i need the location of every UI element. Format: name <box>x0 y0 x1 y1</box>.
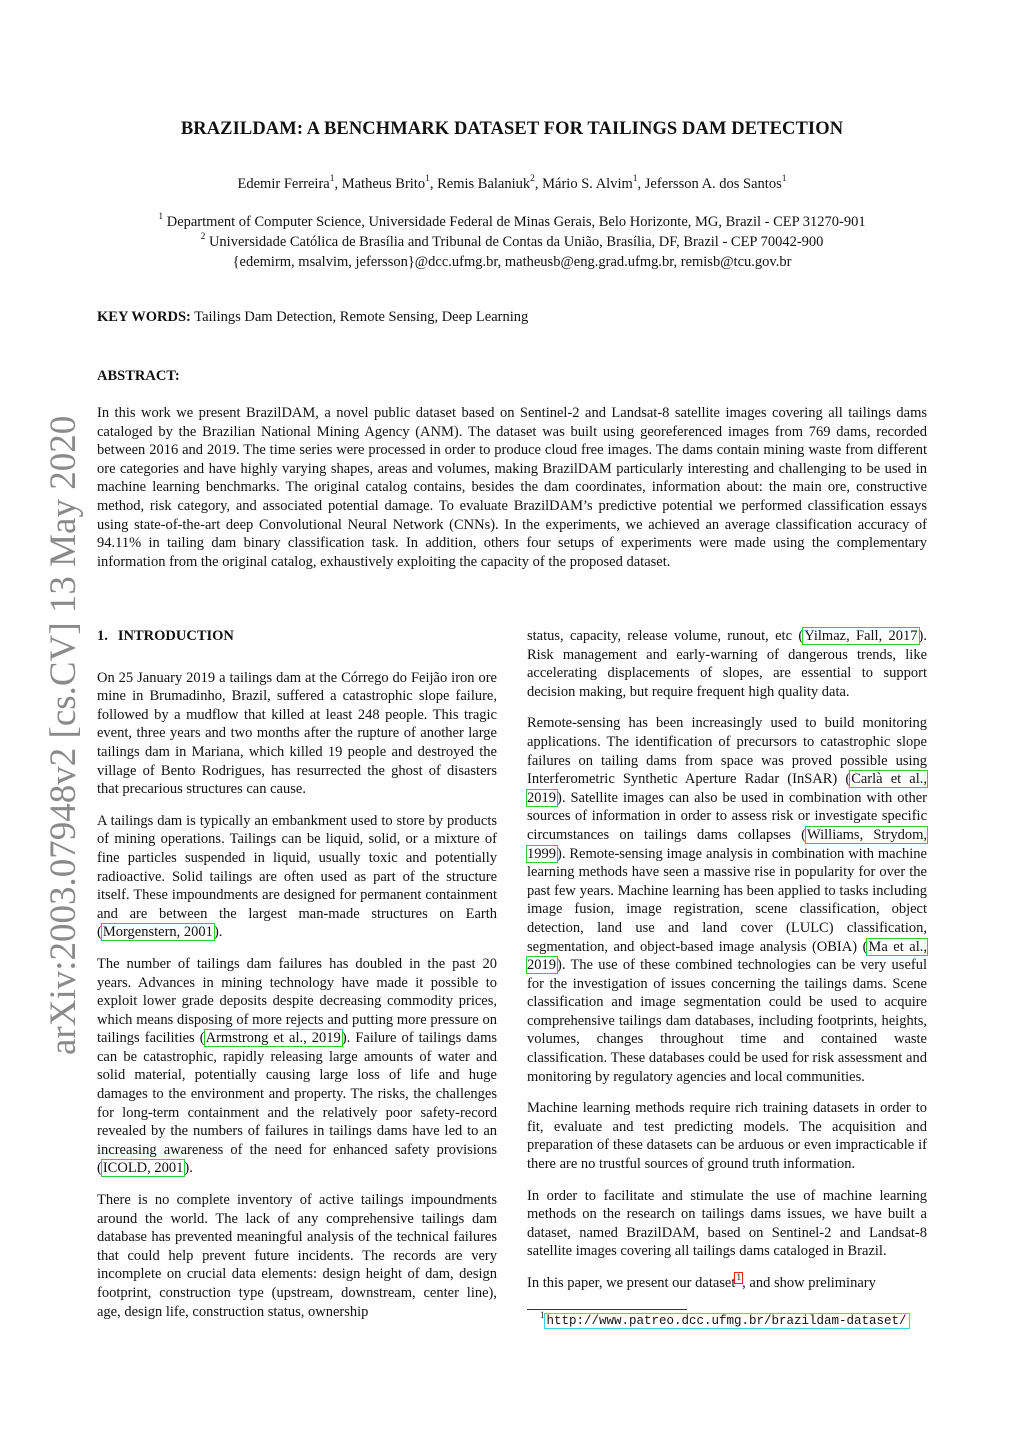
right-paragraph-1: status, capacity, release volume, runout, etc (Yilmaz, Fall, 2017). Risk management and early-warning of dangerous trends, like accelerating displacements of slopes, are essential to support decision making, but require frequent high quality data. <box>527 628 927 700</box>
keywords <box>97 309 528 326</box>
affiliation-1-text: Department of Computer Science, Universidade Federal de Minas Gerais, Belo Horizonte, MG, Brazil - CEP 31270-901 <box>166 214 866 230</box>
left-column <box>97 627 497 1334</box>
footnote-mark: 1 <box>540 1309 545 1320</box>
citation-link[interactable]: ICOLD, 2001 <box>102 1160 184 1177</box>
right-paragraph-4: In order to facilitate and stimulate the use of machine learning methods on the research on tailings dams issues, we have built a dataset, named BrazilDAM, based on Sentinel-2 and Landsat-8 satellite images covering all tailings dams cataloged in Brazil. <box>527 1187 927 1260</box>
paper-title: BRAZILDAM: A BENCHMARK DATASET FOR TAILINGS DAM DETECTION <box>180 119 844 139</box>
author-emails: {edemirm, msalvim, jefersson}@dcc.ufmg.br, matheusb@eng.grad.ufmg.br, remisb@tcu.gov.br <box>232 254 792 270</box>
left-paragraph-2: A tailings dam is typically an embankment used to store by products of mining operations. Tailings can be liquid, solid, or a mixture of fine particles suspended in liquid, usually toxic and potentially radioactive. Solid tailings are often used as part of the structure itself. These impoundments are designed for permanent containment and are between the largest man-made structures on Earth (Morgenstern, 2001). <box>97 812 497 941</box>
section-title: INTRODUCTION <box>117 628 234 644</box>
author-affiliation-mark: 1 <box>425 174 430 185</box>
citation-link[interactable]: Morgenstern, 2001 <box>102 924 213 941</box>
author-name: Remis Balaniuk <box>437 176 531 192</box>
keywords-label: KEY WORDS: <box>97 309 191 325</box>
right-column <box>527 627 927 1306</box>
right-paragraph-2: Remote-sensing has been increasingly used to build monitoring applications. The identification of precursors to catastrophic slope failures on tailing dams from space was proved possible using Interferometric Synthetic Aperture Radar (InSAR) (Carlà et al., 2019). Satellite images can also be used in combination with other sources of information in order to assess risk or investigate specific circumstances on tailings dams collapses (Williams, Strydom, 1999). Remote-sensing image analysis in combination with machine learning methods have seen a massive rise in popularity for over the past few years. Machine learning has been applied to tasks including image fusion, image registration, scene classification, object detection, land use and land cover (LULC) classification, segmentation, and object-based image analysis (OBIA) (Ma et al., 2019). The use of these combined technologies can be very useful for the investigation of issues concerning the tailings dams. Scene classification and image segmentation could be used to acquire comprehensive tailings dam databases, including footprints, heights, volumes, changes throughout time and contained waste classification. These databases could be used for risk assessment and monitoring by regulatory agencies and local communities. <box>527 715 927 1085</box>
author-name: Mário S. Alvim <box>542 176 633 192</box>
citation-link[interactable]: Yilmaz, Fall, 2017 <box>804 628 918 644</box>
affiliation-1 <box>0 214 1024 231</box>
author-name: Matheus Brito <box>341 176 426 192</box>
left-column-body <box>97 669 497 1322</box>
author-affiliation-mark: 1 <box>329 174 335 185</box>
footnote <box>540 1309 909 1328</box>
affiliation-2-mark: 2 <box>200 232 206 243</box>
author-list: Edemir Ferreira$^1$, Matheus Brito$^1$, Remis Balaniuk$^2$, Mário S. Alvim$^1$, Jefersson A. dos Santos$^1$ <box>237 174 787 192</box>
citation-link[interactable]: Armstrong et al., 2019 <box>205 1030 341 1047</box>
author-name: Edemir Ferreira <box>237 176 330 192</box>
keywords-text: Tailings Dam Detection, Remote Sensing, Deep Learning <box>194 309 529 325</box>
footnote-rule <box>527 1309 687 1310</box>
right-paragraph-3: Machine learning methods require rich training datasets in order to fit, evaluate and test predicting models. The acquisition and preparation of these datasets can be arduous or even impracticable if there are no trustful sources of ground truth information. <box>527 1100 927 1173</box>
author-affiliation-mark: 2 <box>530 174 535 185</box>
left-paragraph-4: There is no complete inventory of active tailings impoundments around the world. The lack of any comprehensive tailings dam database has prevented meaningful analysis of the technical failures that could help prevent future incidents. The records are very incomplete on crucial data elements: design height of dam, design footprint, construction type (upstream, downstream, center line), age, design life, construction status, ownership <box>97 1192 497 1320</box>
author-affiliation-mark: 1 <box>632 174 638 185</box>
author-affiliation-mark: 1 <box>781 174 787 185</box>
left-paragraph-1: On 25 January 2019 a tailings dam at the Córrego do Feijão iron ore mine in Brumadinho, Brazil, suffered a catastrophic slope failure, followed by a mudflow that killed at least 248 people. This tragic event, three years and two months after the rupture of another large tailings dam in Mariana, which killed 19 people and destroyed the village of Bento Rodrigues, has resurrected the ghost of disasters that precarious structures can cause. <box>97 669 497 798</box>
section-heading <box>97 627 497 646</box>
author-name: Jefersson A. dos Santos <box>644 176 782 192</box>
right-paragraph-5: In this paper, we present our dataset$^1$, and show preliminary <box>527 1273 876 1291</box>
citation-link[interactable]: Williams, Strydom, 1999 <box>527 826 927 862</box>
right-column-body <box>527 627 927 1293</box>
left-paragraph-3: The number of tailings dam failures has doubled in the past 20 years. Advances in mining technology have made it possible to exploit lower grade deposits despite decreasing commodity prices, which means disposing of more rejects and putting more pressure on tailings facilities (Armstrong et al., 2019). Failure of tailings dams can be catastrophic, rapidly releasing large amounts of water and solid material, potentially causing large loss of life and huge damages to the environment and property. The risks, the challenges for long-term containment and the relatively poor safety-record revealed by the numbers of failures in tailings dams have led to an increasing awareness of the need for enhanced safety provisions (ICOLD, 2001). <box>97 955 497 1177</box>
arxiv-stamp: arXiv:2003.07948v2 [cs.CV] 13 May 2020 <box>43 415 84 1055</box>
affiliation-2-text: Universidade Católica de Brasília and Tribunal de Contas da União, Brasília, DF, Brazil - CEP 70042-900 <box>208 234 824 250</box>
abstract-heading: ABSTRACT: <box>97 368 180 384</box>
abstract-body: In this work we present BrazilDAM, a novel public dataset based on Sentinel-2 and Landsat-8 satellite images covering all tailings dams cataloged by the Brazilian National Mining Agency (ANM). The dataset was built using georeferenced images from 769 dams, recorded between 2016 and 2019. The time series were processed in order to produce cloud free images. The dams contain mining waste from different ore categories and have highly varying shapes, areas and volumes, making BrazilDAM particularly interesting and challenging to be used in machine learning benchmarks. The original catalog contains, besides the dam coordinates, information about: the main ore, constructive method, risk category, and associated potential damage. To evaluate BrazilDAM’s predictive potential we performed classification essays using state-of-the-art deep Convolutional Neural Network (CNNs). In the experiments, we achieved an average classification accuracy of 94.11% in tailing dam binary classification task. In addition, others four setups of experiments were made using the complementary information from the original catalog, exhaustively exploiting the capacity of the proposed dataset. <box>97 405 927 570</box>
footnote-url-link[interactable]: http://www.patreo.dcc.ufmg.br/brazildam-dataset/ <box>546 1314 907 1328</box>
footnote-reference-link[interactable]: 1 <box>736 1273 742 1284</box>
affiliation-2 <box>0 234 1024 251</box>
citation-link[interactable]: Ma et al., 2019 <box>527 938 927 974</box>
affiliation-1-mark: 1 <box>158 212 164 223</box>
citation-link[interactable]: Carlà et al., 2019 <box>527 771 927 806</box>
section-number: 1. <box>97 628 108 644</box>
